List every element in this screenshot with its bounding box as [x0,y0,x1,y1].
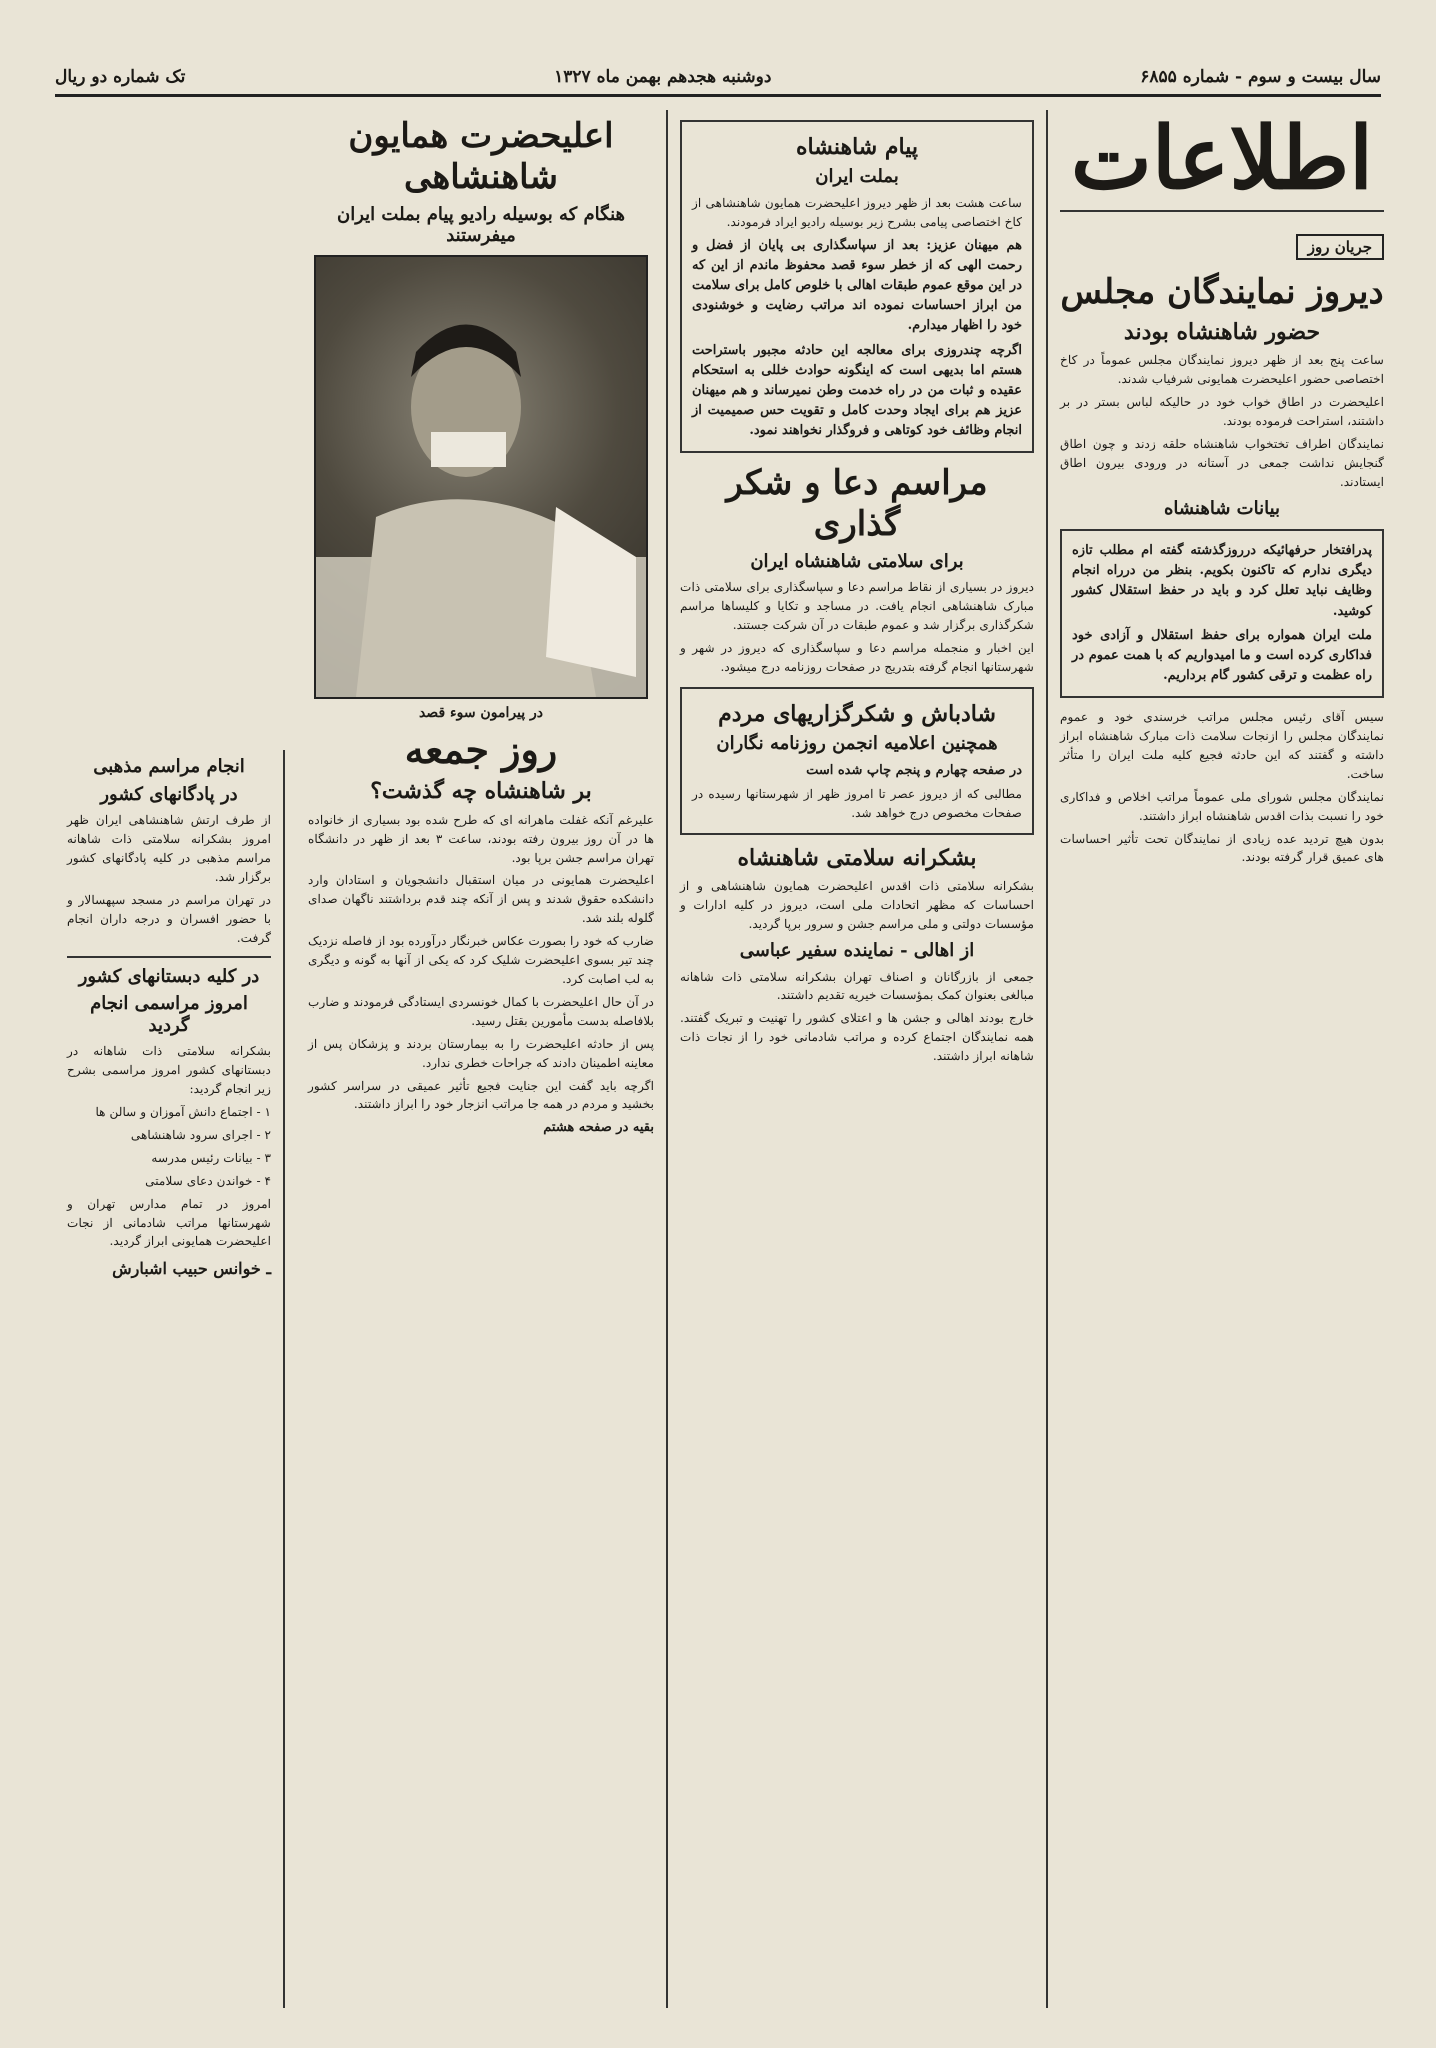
article-title: انجام مراسم مذهبی [93,756,245,777]
rubric: جریان روز [1296,234,1384,260]
paragraph: اگرچه چندروزی برای معالجه این حادثه مجبور باستراحت هستم اما بدیهی است که اینگونه حوادث خللی به استحکام عقیده و ثبات من در راه خدمت وطن نمیرساند و هم میهنان عزیز هم برای ایجاد وحدت کامل و تقویت حس صمیمیت از انجام وظائف خود کوتاهی و فروگذار نخواهند نمود. [692,342,1022,439]
article-subtitle: حضور شاهنشاه بودند [1123,318,1321,345]
section-subtitle: برای سلامتی شاهنشاه ایران [750,550,964,572]
masthead: اطلاعات [1070,110,1374,209]
paragraph: این اخبار و منجمله مراسم دعا و سپاسگذاری که دیروز در شهر و شهرستانها انجام گرفته بتدریج در صفحات روزنامه درج میشود. [680,641,1034,675]
list-item: ۲ - اجرای سرود شاهنشاهی [130,1127,271,1142]
quote-box [1060,529,1384,698]
divider [1060,210,1384,212]
article-subtitle: بر شاهنشاه چه گذشت؟ [370,778,592,805]
right-column [1046,110,1396,2008]
paragraph: ساعت هشت بعد از ظهر دیروز اعلیحضرت همایون شاهنشاهی از کاخ اختصاصی پیامی بشرح زیر بوسیله رادیو ایراد فرمودند. [692,195,1022,229]
header-bar [55,60,1381,97]
section-subtitle: همچنین اعلامیه انجمن روزنامه نگاران [716,733,998,755]
list-item: ۳ - بیانات رئیس مدرسه [151,1150,271,1165]
middle-column [666,110,1046,2008]
article-subtitle: بملت ایران [815,166,899,188]
paragraph: در تهران مراسم در مسجد سپهسالار و با حضور افسران و درجه داران انجام گرفت. [67,892,271,945]
paragraph: نمایندگان اطراف تختخواب شاهنشاه حلقه زدند و چون اطاق گنجایش نداشت جمعی در آستانه در ورودی بیرون اطاق ایستادند. [1060,436,1384,489]
paragraph: اعلیحضرت در اطاق خواب خود در حالیکه لباس بستر در بر داشتند، استراحت فرموده بودند. [1060,395,1384,428]
paragraph: امروز در تمام مدارس تهران و شهرستانها مراتب شادمانی از نجات اعلیحضرت همایونی ابراز گردید. [67,1196,271,1249]
paragraph: از طرف ارتش شاهنشاهی ایران ظهر امروز بشکرانه سلامتی ذات شاهانه مراسم مذهبی در کلیه پادگانهای کشور برگزار شد. [67,813,271,884]
paragraph: ساعت پنج بعد از ظهر دیروز نمایندگان مجلس عموماً در کاخ اختصاصی حضور اعلیحضرت همایونی شرفیاب شدند. [1060,353,1384,387]
paragraph: دیروز در بسیاری از نقاط مراسم دعا و سپاسگذاری برای سلامتی ذات مبارک شاهنشاهی انجام یافت. در مساجد و تکایا و کلیساها مراسم شکرگذاری برگزار شد و عموم طبقات در آن شرکت جستند. [680,580,1034,633]
photo-illustration [316,257,646,697]
photo-subtitle: هنگام که بوسیله رادیو پیام بملت ایران میفرستند [336,203,626,247]
article-title: در کلیه دبستانهای کشور [78,965,260,987]
paragraph: بدون هیچ تردید عده زیادی از نمایندگان تحت تأثیر احساسات های عمیق قرار گرفته بودند. [1060,831,1384,865]
signature: ـ خوانس حبیب اشبارش [112,1259,271,1279]
list-item: ۴ - خواندن دعای سلامتی [145,1173,271,1188]
issue-price: تک شماره دو ریال [55,67,186,87]
left-column [296,110,666,2008]
paragraph: اعلیحضرت همایونی در میان استقبال دانشجویان و استادان وارد دانشکده حقوق شدند و پس از آنکه چند قدم برداشتند ناگهان صدای گلوله بلند شد. [308,873,654,926]
paragraph: خارج بودند اهالی و جشن ها و اعتلای کشور را تهنیت و تبریک گفتند. همه نمایندگان اجتماع کرده و مراتب شادمانی خود را از نجات ذات شاهانه ابراز داشتند. [680,1011,1034,1064]
paragraph: پس از حادثه اعلیحضرت را به بیمارستان بردند و پزشکان پس از معاینه اطمینان دادند که جراحات خطری ندارد. [308,1036,654,1070]
paragraph: مطالبی که از دیروز عصر تا امروز ظهر از شهرستانها رسیده در صفحات مخصوص درج خواهد شد. [692,787,1022,820]
paragraph: هم میهنان عزیز: بعد از سپاسگذاری بی پایان از فضل و رحمت الهی که از خطر سوء قصد محفوظ ماندم از این که در این موقع عموم طبقات اهالی با خلوص کامل برای سلامت من ابراز احساسات نموده اند مراتب رضایت و خوشنودی خود را اظهار میدارم. [692,237,1022,334]
section-heading: بیانات شاهنشاه [1163,497,1281,519]
article-title: پیام شاهنشاه [796,134,918,160]
notice-box [680,687,1034,835]
paragraph: پدرافتخار حرفهائیکه درروزگذشته گفته ام مطلب تازه دیگری ندارم که تاکنون بکویم. بنظر من درراه انجام وظایف نباید تعلل کرد و باید در حفظ استقلال کشور کوشید. [1072,543,1372,619]
paragraph: ملت ایران همواره برای حفظ استقلال و آزادی خود فداکاری کرده است و ما امیدواریم که با همت عموم در راه عظمت و ترقی کشور گام برداریم. [1072,627,1372,683]
photo-title: اعلیحضرت همایون شاهنشاهی [348,116,614,197]
paragraph: بشکرانه سلامتی ذات شاهانه در دبستانهای کشور امروز مراسمی بشرح زیر انجام گردید: [67,1044,271,1097]
paragraph: ضارب که خود را بصورت عکاس خبرنگار درآورده بود از فاصله نزدیک چند تیر بسوی اعلیحضرت شلیک کرد که یکی از آنها به گونه و دیگری به لب اصابت کرد. [308,934,654,987]
far-left-column [55,750,285,2008]
paragraph: اگرچه باید گفت این جنایت فجیع تأثیر عمیقی در سراسر کشور بخشید و مردم در همه جا مراتب انزجار خود را ابراز داشتند. [308,1078,654,1112]
section-title: مراسم دعا و شکر گذاری [726,463,988,544]
section-title: بشکرانه سلامتی شاهنشاه [737,844,977,871]
continued-note: بقیه در صفحه هشتم [543,1120,654,1136]
photo-caption: در پیرامون سوء قصد [418,704,544,721]
paragraph: در صفحه چهارم و پنجم چاپ شده است [806,762,1022,778]
divider [67,956,271,958]
shah-photo [314,255,648,699]
article-subtitle: امروز مراسمی انجام گردید [90,993,248,1036]
section-title: شادباش و شکرگزاریهای مردم [718,700,996,727]
issue-date: دوشنبه هجدهم بهمن ماه ۱۳۲۷ [554,67,772,87]
list-item: ۱ - اجتماع دانش آموزان و سالن ها [95,1105,271,1120]
paragraph: در آن حال اعلیحضرت با کمال خونسردی ایستادگی فرمودند و ضارب بلافاصله بدست مأمورین بقتل رسید. [308,994,654,1028]
article-title: روز جمعه [404,726,558,772]
message-box [680,120,1034,453]
article-title: دیروز نمایندگان مجلس [1060,272,1384,312]
paragraph: جمعی از بازرگانان و اصناف تهران بشکرانه سلامتی ذات شاهانه مبالغی بعنوان کمک بمؤسسات خیریه تقدیم داشتند. [680,969,1034,1003]
article-subtitle: در پادگانهای کشور [100,783,238,805]
byline: از اهالی - نماینده سفیر عباسی [739,939,975,961]
issue-number: سال بیست و سوم - شماره ۶۸۵۵ [1140,67,1381,87]
paragraph: بشکرانه سلامتی ذات اقدس اعلیحضرت همایون شاهنشاهی و از احساسات که مظهر اتحادات ملی است، دیروز در کلیه ادارات و مؤسسات دولتی و ملی مراسم جشن و سرور برپا گردید. [680,879,1034,932]
paragraph: نمایندگان مجلس شورای ملی عموماً مراتب اخلاص و فداکاری خود را نسبت بذات اقدس شاهنشاه ابراز داشتند. [1060,789,1384,823]
paragraph: سیس آقای رئیس مجلس مراتب خرسندی خود و عموم نمایندگان مجلس را ازنجات سلامت ذات مبارک شاهنشاه ابراز داشته و گفتند که این حادثه فجیع کلیه ملت ایران را متأثر ساخت. [1060,710,1384,781]
paragraph: علیرغم آنکه غفلت ماهرانه ای که طرح شده بود بسیاری از خانواده ها در آن روز بیرون رفته بودند، ساعت ۳ بعد از ظهر در دانشگاه تهران مراسم جشن برپا بود. [308,812,655,865]
